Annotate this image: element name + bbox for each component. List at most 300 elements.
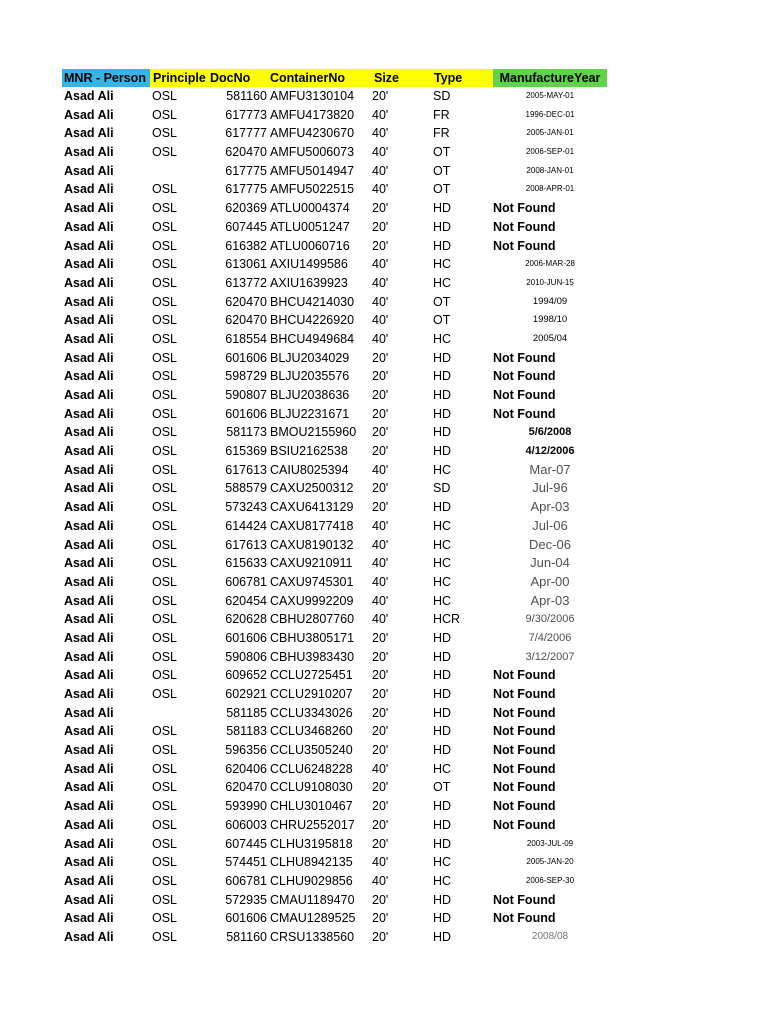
cell-size[interactable]: 20' (372, 668, 389, 683)
cell-person[interactable]: Asad Ali (64, 556, 114, 571)
cell-person[interactable]: Asad Ali (64, 462, 114, 477)
cell-principle[interactable]: OSL (152, 257, 178, 272)
cell-container[interactable]: CBHU3805171 (270, 630, 355, 645)
cell-type[interactable]: HC (433, 537, 452, 552)
cell-principle[interactable]: OSL (152, 556, 178, 571)
cell-container[interactable]: CCLU3505240 (270, 743, 353, 758)
cell-person[interactable]: Asad Ali (64, 649, 114, 664)
cell-docno[interactable]: 620369 (225, 201, 267, 216)
cell-container[interactable]: BLJU2038636 (270, 388, 350, 402)
cell-container[interactable]: CCLU2910207 (270, 687, 353, 701)
cell-size[interactable]: 20' (372, 836, 389, 851)
cell-container[interactable]: CAXU8190132 (270, 537, 354, 552)
cell-year[interactable]: Not Found (493, 705, 556, 720)
cell-principle[interactable] (150, 704, 208, 723)
cell-container[interactable]: AMFU5022515 (270, 182, 355, 197)
cell-principle[interactable]: OSL (152, 929, 178, 944)
cell-container[interactable]: CCLU3343026 (270, 705, 353, 720)
cell-container[interactable]: BSIU2162538 (270, 444, 348, 459)
cell-person[interactable]: Asad Ali (64, 518, 114, 533)
cell-year[interactable]: Not Found (493, 780, 556, 795)
cell-type[interactable]: HD (433, 630, 452, 645)
cell-size[interactable]: 20' (372, 705, 389, 720)
cell-docno[interactable]: 614424 (225, 518, 267, 533)
cell-size[interactable]: 20' (372, 799, 389, 814)
cell-year[interactable]: 2008-JAN-01 (526, 165, 574, 175)
cell-person[interactable]: Asad Ali (64, 219, 114, 234)
cell-principle[interactable]: OSL (152, 313, 178, 328)
cell-type[interactable]: HD (433, 500, 452, 515)
cell-container[interactable]: ATLU0004374 (270, 201, 350, 216)
cell-docno[interactable]: 574451 (225, 855, 267, 870)
cell-principle[interactable]: OSL (152, 145, 178, 160)
cell-principle[interactable]: OSL (152, 518, 178, 533)
cell-container[interactable]: CMAU1189470 (270, 892, 355, 907)
cell-docno[interactable]: 581185 (226, 705, 267, 720)
cell-year[interactable]: 2003-JUL-09 (526, 838, 574, 848)
cell-docno[interactable]: 606781 (225, 574, 267, 589)
cell-docno[interactable]: 601606 (225, 350, 267, 365)
cell-size[interactable]: 40' (372, 574, 389, 589)
cell-type[interactable]: HC (433, 518, 452, 533)
cell-docno[interactable]: 602921 (225, 687, 267, 701)
cell-size[interactable]: 20' (372, 388, 389, 402)
cell-year[interactable]: Not Found (493, 724, 556, 739)
cell-docno[interactable]: 617777 (225, 126, 267, 141)
cell-docno[interactable]: 617613 (225, 537, 267, 552)
cell-year[interactable]: 2005-MAY-01 (525, 91, 575, 100)
cell-docno[interactable]: 617613 (225, 462, 267, 477)
cell-person[interactable]: Asad Ali (64, 145, 114, 160)
cell-person[interactable]: Asad Ali (64, 89, 114, 103)
cell-person[interactable]: Asad Ali (64, 406, 114, 421)
cell-principle[interactable]: OSL (152, 649, 178, 664)
cell-size[interactable]: 40' (372, 556, 389, 571)
cell-principle[interactable]: OSL (152, 219, 178, 234)
cell-type[interactable]: HC (433, 873, 452, 888)
cell-size[interactable]: 20' (372, 649, 389, 664)
cell-person[interactable]: Asad Ali (64, 574, 114, 589)
cell-principle[interactable]: OSL (152, 462, 178, 477)
cell-person[interactable]: Asad Ali (64, 331, 114, 346)
cell-year[interactable]: Not Found (493, 892, 556, 907)
cell-person[interactable]: Asad Ali (64, 425, 114, 440)
cell-year[interactable]: Not Found (493, 238, 556, 253)
cell-year[interactable]: 2005-JAN-20 (526, 857, 574, 867)
cell-type[interactable]: HD (433, 892, 452, 907)
cell-person[interactable]: Asad Ali (64, 537, 114, 552)
cell-size[interactable]: 40' (372, 593, 389, 608)
cell-principle[interactable]: OSL (152, 182, 178, 197)
cell-principle[interactable]: OSL (152, 425, 178, 440)
cell-container[interactable]: BLJU2035576 (270, 369, 350, 384)
cell-docno[interactable]: 596356 (225, 743, 267, 758)
cell-type[interactable]: FR (433, 126, 450, 141)
cell-type[interactable]: HD (433, 724, 452, 739)
cell-container[interactable]: CCLU6248228 (270, 761, 353, 776)
cell-principle[interactable]: OSL (152, 331, 178, 346)
cell-container[interactable]: AXIU1499586 (270, 257, 348, 272)
cell-principle[interactable]: OSL (152, 444, 178, 459)
cell-person[interactable]: Asad Ali (64, 163, 114, 178)
cell-docno[interactable]: 581160 (226, 929, 267, 944)
cell-person[interactable]: Asad Ali (64, 350, 114, 365)
cell-year[interactable]: 9/30/2006 (525, 613, 575, 626)
cell-container[interactable]: CAXU9992209 (270, 593, 354, 608)
cell-type[interactable]: HD (433, 425, 452, 440)
cell-year[interactable]: 2006-SEP-01 (525, 147, 575, 157)
cell-principle[interactable]: OSL (152, 388, 178, 402)
cell-principle[interactable]: OSL (152, 724, 178, 739)
cell-person[interactable]: Asad Ali (64, 799, 114, 814)
cell-person[interactable]: Asad Ali (64, 743, 114, 758)
cell-principle[interactable] (150, 162, 208, 181)
cell-size[interactable]: 20' (372, 630, 389, 645)
cell-type[interactable]: HD (433, 799, 452, 814)
cell-container[interactable]: AMFU4230670 (270, 126, 355, 141)
cell-person[interactable]: Asad Ali (64, 687, 114, 701)
cell-principle[interactable]: OSL (152, 481, 178, 496)
cell-type[interactable]: SD (433, 481, 451, 496)
cell-principle[interactable]: OSL (152, 761, 178, 776)
cell-year[interactable]: Not Found (493, 911, 556, 926)
cell-type[interactable]: HD (433, 201, 452, 216)
cell-container[interactable]: CMAU1289525 (270, 911, 356, 926)
cell-type[interactable]: HD (433, 911, 452, 926)
cell-docno[interactable]: 573243 (225, 500, 267, 515)
cell-type[interactable]: HD (433, 350, 452, 365)
cell-container[interactable]: CAXU9210911 (270, 556, 353, 571)
cell-size[interactable]: 20' (372, 350, 389, 365)
cell-size[interactable]: 40' (372, 331, 389, 346)
cell-size[interactable]: 20' (372, 406, 389, 421)
cell-docno[interactable]: 601606 (225, 406, 267, 421)
cell-type[interactable]: HD (433, 388, 452, 402)
cell-container[interactable]: CCLU9108030 (270, 780, 353, 795)
cell-person[interactable]: Asad Ali (64, 780, 114, 795)
cell-docno[interactable]: 590807 (225, 388, 267, 402)
cell-container[interactable]: AMFU5006073 (270, 145, 355, 160)
cell-size[interactable]: 40' (372, 462, 389, 477)
cell-principle[interactable]: OSL (152, 89, 178, 103)
cell-size[interactable]: 40' (372, 163, 389, 178)
cell-type[interactable]: HC (433, 855, 452, 870)
cell-principle[interactable]: OSL (152, 911, 178, 926)
cell-size[interactable]: 40' (372, 126, 389, 141)
cell-type[interactable]: HD (433, 687, 452, 701)
cell-docno[interactable]: 601606 (225, 911, 267, 926)
cell-size[interactable]: 40' (372, 294, 389, 309)
cell-docno[interactable]: 615633 (225, 556, 267, 571)
cell-container[interactable]: CCLU3468260 (270, 724, 353, 739)
cell-container[interactable]: BMOU2155960 (270, 425, 357, 440)
cell-year[interactable]: Not Found (493, 743, 556, 758)
cell-person[interactable]: Asad Ali (64, 444, 114, 459)
cell-container[interactable]: BLJU2231671 (270, 406, 350, 421)
cell-type[interactable]: HC (433, 593, 452, 608)
cell-size[interactable]: 20' (372, 687, 389, 701)
cell-docno[interactable]: 609652 (225, 668, 267, 683)
cell-size[interactable]: 20' (372, 201, 389, 216)
cell-docno[interactable]: 598729 (225, 369, 267, 384)
cell-type[interactable]: HD (433, 238, 452, 253)
cell-docno[interactable]: 616382 (225, 238, 267, 253)
cell-container[interactable]: CHLU3010467 (270, 799, 353, 814)
cell-type[interactable]: FR (433, 107, 450, 122)
cell-person[interactable]: Asad Ali (64, 855, 114, 870)
cell-principle[interactable]: OSL (152, 687, 178, 701)
cell-size[interactable]: 20' (372, 219, 389, 234)
cell-type[interactable]: HD (433, 406, 452, 421)
cell-principle[interactable]: OSL (152, 892, 178, 907)
cell-year[interactable]: Jul-96 (532, 480, 568, 496)
cell-docno[interactable]: 606781 (225, 873, 267, 888)
cell-docno[interactable]: 620454 (225, 593, 267, 608)
cell-size[interactable]: 20' (372, 500, 389, 515)
cell-size[interactable]: 20' (372, 892, 389, 907)
cell-size[interactable]: 20' (372, 425, 389, 440)
cell-person[interactable]: Asad Ali (64, 630, 114, 645)
cell-principle[interactable]: OSL (152, 201, 178, 216)
cell-principle[interactable]: OSL (152, 126, 178, 141)
cell-year[interactable]: 2010-JUN-15 (526, 277, 574, 287)
cell-year[interactable]: 2008/08 (531, 930, 569, 942)
cell-container[interactable]: CAXU9745301 (270, 574, 354, 589)
cell-size[interactable]: 40' (372, 182, 389, 197)
cell-docno[interactable]: 617775 (225, 182, 267, 197)
cell-size[interactable]: 20' (372, 481, 389, 496)
cell-docno[interactable]: 581183 (226, 724, 267, 739)
cell-person[interactable]: Asad Ali (64, 201, 114, 216)
cell-docno[interactable]: 617773 (225, 107, 267, 122)
cell-principle[interactable]: OSL (152, 780, 178, 795)
cell-year[interactable]: Not Found (493, 350, 556, 365)
cell-person[interactable]: Asad Ali (64, 836, 114, 851)
cell-size[interactable]: 20' (372, 724, 389, 739)
cell-container[interactable]: CRSU1338560 (270, 929, 355, 944)
cell-year[interactable]: Not Found (493, 687, 556, 701)
cell-year[interactable]: 1998/10 (532, 314, 568, 326)
cell-docno[interactable]: 618554 (225, 331, 267, 346)
cell-person[interactable]: Asad Ali (64, 817, 114, 832)
cell-docno[interactable]: 620406 (225, 761, 267, 776)
cell-docno[interactable]: 615369 (225, 444, 267, 459)
cell-container[interactable]: AMFU4173820 (270, 107, 355, 122)
cell-year[interactable]: Apr-03 (530, 592, 570, 608)
cell-person[interactable]: Asad Ali (64, 705, 114, 720)
cell-container[interactable]: BHCU4214030 (270, 294, 355, 309)
cell-size[interactable]: 20' (372, 238, 389, 253)
cell-size[interactable]: 40' (372, 145, 389, 160)
cell-size[interactable]: 20' (372, 743, 389, 758)
cell-principle[interactable]: OSL (152, 855, 178, 870)
cell-principle[interactable]: OSL (152, 668, 178, 683)
cell-size[interactable]: 40' (372, 612, 389, 627)
cell-year[interactable]: Not Found (493, 369, 556, 384)
cell-size[interactable]: 40' (372, 257, 389, 272)
cell-principle[interactable]: OSL (152, 873, 178, 888)
cell-year[interactable]: Dec-06 (529, 536, 571, 552)
cell-person[interactable]: Asad Ali (64, 257, 114, 272)
cell-container[interactable]: AMFU3130104 (270, 89, 355, 103)
cell-year[interactable]: Mar-07 (529, 461, 571, 477)
cell-container[interactable]: CAXU8177418 (270, 518, 354, 533)
cell-type[interactable]: HD (433, 369, 452, 384)
cell-type[interactable]: OT (433, 313, 451, 328)
cell-type[interactable]: HC (433, 556, 452, 571)
cell-principle[interactable]: OSL (152, 275, 178, 290)
header-container[interactable]: ContainerNo (268, 69, 372, 87)
cell-type[interactable]: OT (433, 182, 451, 197)
cell-type[interactable]: HC (433, 574, 452, 589)
cell-size[interactable]: 40' (372, 873, 389, 888)
cell-type[interactable]: HD (433, 705, 452, 720)
cell-docno[interactable]: 581173 (226, 425, 267, 440)
cell-type[interactable]: HC (433, 761, 452, 776)
cell-principle[interactable]: OSL (152, 817, 178, 832)
cell-container[interactable]: BHCU4949684 (270, 331, 355, 346)
cell-container[interactable]: CCLU2725451 (270, 668, 353, 683)
cell-year[interactable]: Jun-04 (530, 555, 570, 571)
cell-type[interactable]: HD (433, 219, 452, 234)
cell-type[interactable]: HD (433, 649, 452, 664)
cell-person[interactable]: Asad Ali (64, 593, 114, 608)
cell-size[interactable]: 20' (372, 817, 389, 832)
cell-person[interactable]: Asad Ali (64, 761, 114, 776)
cell-type[interactable]: HC (433, 257, 452, 272)
cell-container[interactable]: CAXU2500312 (270, 481, 354, 496)
cell-person[interactable]: Asad Ali (64, 612, 114, 627)
cell-year[interactable]: 2008-APR-01 (525, 184, 575, 194)
cell-size[interactable]: 20' (372, 369, 389, 384)
cell-size[interactable]: 20' (372, 780, 389, 795)
cell-container[interactable]: BLJU2034029 (270, 350, 350, 365)
cell-year[interactable]: 2005/04 (532, 332, 568, 344)
cell-docno[interactable]: 607445 (225, 836, 267, 851)
cell-year[interactable]: Apr-03 (530, 499, 570, 515)
cell-docno[interactable]: 593990 (225, 799, 267, 814)
cell-principle[interactable]: OSL (152, 743, 178, 758)
cell-type[interactable]: HD (433, 444, 452, 459)
cell-principle[interactable]: OSL (152, 836, 178, 851)
cell-type[interactable]: OT (433, 780, 451, 795)
header-year[interactable]: ManufactureYear (493, 69, 607, 87)
cell-type[interactable]: HC (433, 462, 452, 477)
cell-docno[interactable]: 620470 (225, 313, 267, 328)
cell-docno[interactable]: 620628 (225, 612, 267, 627)
cell-docno[interactable]: 617775 (225, 163, 267, 178)
cell-size[interactable]: 20' (372, 444, 389, 459)
cell-year[interactable]: 1996-DEC-01 (525, 109, 575, 119)
cell-person[interactable]: Asad Ali (64, 724, 114, 739)
cell-type[interactable]: HD (433, 817, 452, 832)
cell-principle[interactable]: OSL (152, 369, 178, 384)
cell-size[interactable]: 40' (372, 855, 389, 870)
cell-person[interactable]: Asad Ali (64, 126, 114, 141)
cell-type[interactable]: HD (433, 743, 452, 758)
cell-principle[interactable]: OSL (152, 294, 178, 309)
cell-person[interactable]: Asad Ali (64, 911, 114, 926)
cell-principle[interactable]: OSL (152, 350, 178, 365)
cell-year[interactable]: 2006-MAR-28 (525, 259, 575, 269)
cell-container[interactable]: CLHU3195818 (270, 836, 353, 851)
cell-container[interactable]: CAXU6413129 (270, 500, 354, 515)
cell-size[interactable]: 40' (372, 537, 389, 552)
cell-docno[interactable]: 607445 (225, 219, 267, 234)
cell-year[interactable]: 1994/09 (532, 295, 568, 307)
cell-person[interactable]: Asad Ali (64, 369, 114, 384)
header-size[interactable]: Size (372, 69, 432, 87)
cell-docno[interactable]: 572935 (225, 892, 267, 907)
cell-type[interactable]: HD (433, 929, 452, 944)
cell-size[interactable]: 20' (372, 89, 389, 103)
cell-type[interactable]: HC (433, 331, 452, 346)
cell-person[interactable]: Asad Ali (64, 388, 114, 402)
header-person[interactable]: MNR - Person (62, 69, 150, 87)
cell-year[interactable]: Not Found (493, 219, 556, 234)
cell-person[interactable]: Asad Ali (64, 500, 114, 515)
cell-container[interactable]: ATLU0060716 (270, 238, 350, 253)
cell-person[interactable]: Asad Ali (64, 892, 114, 907)
cell-size[interactable]: 40' (372, 275, 389, 290)
cell-year[interactable]: 4/12/2006 (525, 445, 575, 458)
cell-size[interactable]: 40' (372, 518, 389, 533)
cell-year[interactable]: 2005-JAN-01 (526, 128, 574, 138)
cell-type[interactable]: HCR (433, 612, 461, 627)
cell-type[interactable]: OT (433, 163, 451, 178)
cell-principle[interactable]: OSL (152, 799, 178, 814)
cell-principle[interactable]: OSL (152, 406, 178, 421)
cell-type[interactable]: OT (433, 294, 451, 309)
cell-type[interactable]: HD (433, 836, 452, 851)
cell-principle[interactable]: OSL (152, 238, 178, 253)
cell-principle[interactable]: OSL (152, 593, 178, 608)
header-docno[interactable]: DocNo (208, 69, 268, 87)
cell-size[interactable]: 40' (372, 107, 389, 122)
cell-container[interactable]: CHRU2552017 (270, 817, 355, 832)
cell-container[interactable]: CBHU3983430 (270, 649, 355, 664)
cell-docno[interactable]: 620470 (225, 294, 267, 309)
cell-type[interactable]: SD (433, 89, 451, 103)
cell-year[interactable]: Not Found (493, 406, 556, 421)
cell-size[interactable]: 20' (372, 929, 389, 944)
cell-year[interactable]: Not Found (493, 817, 556, 832)
cell-person[interactable]: Asad Ali (64, 275, 114, 290)
cell-size[interactable]: 40' (372, 313, 389, 328)
cell-docno[interactable]: 613061 (225, 257, 267, 272)
cell-type[interactable]: HD (433, 668, 452, 683)
cell-container[interactable]: AXIU1639923 (270, 275, 348, 290)
cell-person[interactable]: Asad Ali (64, 294, 114, 309)
cell-docno[interactable]: 581160 (226, 89, 267, 103)
header-type[interactable]: Type (432, 69, 493, 87)
cell-year[interactable]: 7/4/2006 (528, 631, 572, 644)
cell-size[interactable]: 20' (372, 911, 389, 926)
cell-docno[interactable]: 620470 (225, 780, 267, 795)
cell-container[interactable]: ATLU0051247 (270, 219, 350, 234)
cell-year[interactable]: 5/6/2008 (528, 426, 572, 439)
cell-person[interactable]: Asad Ali (64, 313, 114, 328)
cell-container[interactable]: CLHU9029856 (270, 873, 353, 888)
cell-docno[interactable]: 588579 (225, 481, 267, 496)
cell-container[interactable]: CAIU8025394 (270, 462, 349, 477)
cell-type[interactable]: HC (433, 275, 452, 290)
cell-docno[interactable]: 606003 (225, 817, 267, 832)
cell-container[interactable]: AMFU5014947 (270, 163, 355, 178)
cell-principle[interactable]: OSL (152, 574, 178, 589)
cell-person[interactable]: Asad Ali (64, 182, 114, 197)
cell-year[interactable]: Jul-06 (532, 517, 568, 533)
